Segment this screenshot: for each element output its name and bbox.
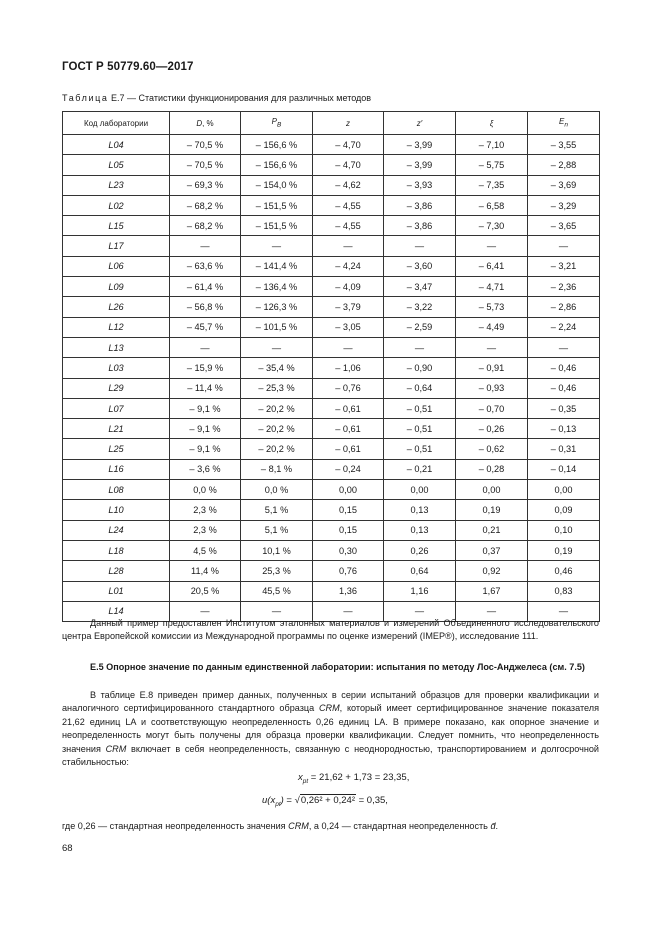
value-cell: – 6,58 [456, 195, 528, 215]
value-cell: – 0,24 [313, 459, 384, 479]
value-cell: — [456, 601, 528, 621]
value-cell: – 56,8 % [170, 297, 241, 317]
value-cell: – 3,6 % [170, 459, 241, 479]
value-cell: – 15,9 % [170, 358, 241, 378]
value-cell: — [456, 236, 528, 256]
value-cell: – 0,90 [384, 358, 456, 378]
value-cell: – 0,35 [528, 398, 600, 418]
value-cell: 0,15 [313, 520, 384, 540]
value-cell: 0,64 [384, 561, 456, 581]
value-cell: – 3,99 [384, 155, 456, 175]
value-cell: – 0,31 [528, 439, 600, 459]
document-header: ГОСТ Р 50779.60—2017 [62, 61, 194, 73]
value-cell: 5,1 % [241, 520, 313, 540]
value-cell: – 101,5 % [241, 317, 313, 337]
value-cell: 11,4 % [170, 561, 241, 581]
value-cell: — [528, 236, 600, 256]
lab-code-cell: L08 [63, 480, 170, 500]
table-row [63, 561, 600, 581]
value-cell: – 3,65 [528, 216, 600, 236]
value-cell: – 0,61 [313, 419, 384, 439]
value-cell: – 0,93 [456, 378, 528, 398]
table-row [63, 480, 600, 500]
lab-code-cell: L25 [63, 439, 170, 459]
value-cell: – 0,51 [384, 398, 456, 418]
value-cell: – 4,24 [313, 256, 384, 276]
value-cell: – 8,1 % [241, 459, 313, 479]
value-cell: – 4,09 [313, 277, 384, 297]
value-cell: – 0,51 [384, 419, 456, 439]
value-cell: 0,92 [456, 561, 528, 581]
lab-code-cell: L21 [63, 419, 170, 439]
section-title: Е.5 Опорное значение по данным единственной лаборатории: испытания по методу Лос-Анджелеса (см. 7.5) [90, 662, 585, 672]
table-row [63, 337, 600, 357]
table-row [63, 236, 600, 256]
value-cell: 0,00 [528, 480, 600, 500]
value-cell: – 0,64 [384, 378, 456, 398]
value-cell: – 63,6 % [170, 256, 241, 276]
performance-statistics-table [62, 111, 600, 622]
value-cell: 25,3 % [241, 561, 313, 581]
formula-reference-value: $x_{pt} = 21,62 + 1,73 = 23,35$, [298, 772, 410, 785]
value-cell: – 4,62 [313, 175, 384, 195]
value-cell: – 7,30 [456, 216, 528, 236]
value-cell: 0,13 [384, 500, 456, 520]
value-cell: — [313, 601, 384, 621]
value-cell: – 156,6 % [241, 155, 313, 175]
table-row [63, 459, 600, 479]
table-body [63, 135, 600, 622]
value-cell: – 3,93 [384, 175, 456, 195]
column-header-pb: $P_B$ [241, 112, 313, 135]
table-row [63, 378, 600, 398]
value-cell: 1,67 [456, 581, 528, 601]
value-cell: – 4,49 [456, 317, 528, 337]
value-cell: — [528, 337, 600, 357]
value-cell: – 141,4 % [241, 256, 313, 276]
value-cell: 1,36 [313, 581, 384, 601]
value-cell: – 4,55 [313, 216, 384, 236]
value-cell: – 5,73 [456, 297, 528, 317]
value-cell: 5,1 % [241, 500, 313, 520]
value-cell: 0,09 [528, 500, 600, 520]
table-row [63, 277, 600, 297]
value-cell: 0,26 [384, 540, 456, 560]
value-cell: – 0,91 [456, 358, 528, 378]
table-row [63, 155, 600, 175]
value-cell: – 4,55 [313, 195, 384, 215]
table-row [63, 398, 600, 418]
value-cell: — [170, 337, 241, 357]
value-cell: – 20,2 % [241, 419, 313, 439]
value-cell: – 0,61 [313, 398, 384, 418]
lab-code-cell: L16 [63, 459, 170, 479]
value-cell: – 0,70 [456, 398, 528, 418]
column-header-z-prime: z′ [384, 112, 456, 135]
value-cell: — [384, 601, 456, 621]
value-cell: – 25,3 % [241, 378, 313, 398]
value-cell: – 3,47 [384, 277, 456, 297]
value-cell: — [241, 337, 313, 357]
value-cell: 0,00 [456, 480, 528, 500]
value-cell: – 3,60 [384, 256, 456, 276]
lab-code-cell: L26 [63, 297, 170, 317]
lab-code-cell: L17 [63, 236, 170, 256]
lab-code-cell: L07 [63, 398, 170, 418]
value-cell: – 7,10 [456, 135, 528, 155]
value-cell: – 0,51 [384, 439, 456, 459]
value-cell: – 0,62 [456, 439, 528, 459]
value-cell: – 3,69 [528, 175, 600, 195]
value-cell: — [384, 236, 456, 256]
value-cell: – 5,75 [456, 155, 528, 175]
value-cell: – 4,70 [313, 135, 384, 155]
value-cell: 0,0 % [170, 480, 241, 500]
lab-code-cell: L13 [63, 337, 170, 357]
value-cell: – 0,46 [528, 358, 600, 378]
value-cell: 45,5 % [241, 581, 313, 601]
column-header-d: D, % [170, 112, 241, 135]
value-cell: – 69,3 % [170, 175, 241, 195]
value-cell: – 70,5 % [170, 135, 241, 155]
table-row [63, 540, 600, 560]
value-cell: – 2,88 [528, 155, 600, 175]
value-cell: – 68,2 % [170, 195, 241, 215]
value-cell: – 20,2 % [241, 398, 313, 418]
table-row [63, 195, 600, 215]
value-cell: – 2,59 [384, 317, 456, 337]
value-cell: – 9,1 % [170, 439, 241, 459]
value-cell: — [313, 337, 384, 357]
value-cell: — [528, 601, 600, 621]
value-cell: – 6,41 [456, 256, 528, 276]
value-cell: – 11,4 % [170, 378, 241, 398]
value-cell: – 3,99 [384, 135, 456, 155]
value-cell: 20,5 % [170, 581, 241, 601]
value-cell: 0,30 [313, 540, 384, 560]
lab-code-cell: L03 [63, 358, 170, 378]
value-cell: – 7,35 [456, 175, 528, 195]
value-cell: – 3,86 [384, 195, 456, 215]
value-cell: 0,19 [528, 540, 600, 560]
table-row [63, 256, 600, 276]
value-cell: 0,83 [528, 581, 600, 601]
value-cell: 1,16 [384, 581, 456, 601]
value-cell: – 0,46 [528, 378, 600, 398]
lab-code-cell: L29 [63, 378, 170, 398]
value-cell: – 35,4 % [241, 358, 313, 378]
value-cell: — [241, 601, 313, 621]
column-header-xi: ξ [456, 112, 528, 135]
value-cell: 0,0 % [241, 480, 313, 500]
value-cell: 0,00 [384, 480, 456, 500]
value-cell: — [313, 236, 384, 256]
value-cell: 0,46 [528, 561, 600, 581]
value-cell: – 3,86 [384, 216, 456, 236]
value-cell: 4,5 % [170, 540, 241, 560]
value-cell: – 151,5 % [241, 195, 313, 215]
value-cell: – 9,1 % [170, 398, 241, 418]
section-paragraph: В таблице Е.8 приведен пример данных, полученных в серии испытаний образцов для проверки квалификации и аналогичного сертифицированного стандартного образца CRM, который имеет сертифицированное значение показателя 21,62 единиц LA и соответствующую неопределенность 0,26 единиц LA. В примере показано, как опорное значение и неопределенность могут быть получены для образца проверки квалификации. Следует помнить, что неопределенность значения CRM включает в себя неопределенность, связанную с неоднородностью, транспортированием и долгосрочной стабильностью: [62, 690, 600, 768]
value-cell: 2,3 % [170, 500, 241, 520]
value-cell: – 0,21 [384, 459, 456, 479]
value-cell: – 3,22 [384, 297, 456, 317]
value-cell: 0,10 [528, 520, 600, 540]
value-cell: 2,3 % [170, 520, 241, 540]
table-row [63, 500, 600, 520]
value-cell: – 3,05 [313, 317, 384, 337]
table-caption-text: Е.7 — Статистики функционирования для различных методов [111, 93, 372, 103]
lab-code-cell: L23 [63, 175, 170, 195]
lab-code-cell: L15 [63, 216, 170, 236]
lab-code-cell: L04 [63, 135, 170, 155]
value-cell: – 2,36 [528, 277, 600, 297]
value-cell: – 61,4 % [170, 277, 241, 297]
value-cell: – 3,29 [528, 195, 600, 215]
value-cell: 10,1 % [241, 540, 313, 560]
table-row [63, 581, 600, 601]
value-cell: – 154,0 % [241, 175, 313, 195]
value-cell: – 3,55 [528, 135, 600, 155]
table-caption-label: Таблица [62, 93, 109, 103]
value-cell: – 126,3 % [241, 297, 313, 317]
where-clause: где 0,26 — стандартная неопределенность значения CRM, а 0,24 — стандартная неопределенность d̄. [62, 821, 499, 831]
value-cell: – 9,1 % [170, 419, 241, 439]
column-header-lab-code: Код лаборатории [63, 112, 170, 135]
value-cell: – 2,24 [528, 317, 600, 337]
value-cell: – 156,6 % [241, 135, 313, 155]
value-cell: 0,21 [456, 520, 528, 540]
lab-code-cell: L18 [63, 540, 170, 560]
formula-uncertainty: $u(x_{pt}) = √0,26^2 + 0,24^2 = 0,35$, [262, 795, 388, 808]
value-cell: – 20,2 % [241, 439, 313, 459]
value-cell: – 2,86 [528, 297, 600, 317]
source-note: Данный пример предоставлен Институтом эталонных материалов и измерений Объединенного исследовательского центра Европейской комиссии из Международной программы по оценке измерений (IMEP®), исследование 111. [62, 618, 599, 642]
table-row [63, 439, 600, 459]
value-cell: 0,13 [384, 520, 456, 540]
value-cell: – 151,5 % [241, 216, 313, 236]
value-cell: – 45,7 % [170, 317, 241, 337]
value-cell: – 68,2 % [170, 216, 241, 236]
lab-code-cell: L02 [63, 195, 170, 215]
lab-code-cell: L09 [63, 277, 170, 297]
column-header-z: z [313, 112, 384, 135]
value-cell: – 0,13 [528, 419, 600, 439]
table-row [63, 216, 600, 236]
page-number: 68 [62, 843, 73, 854]
lab-code-cell: L12 [63, 317, 170, 337]
value-cell: – 4,70 [313, 155, 384, 175]
value-cell: – 70,5 % [170, 155, 241, 175]
table-caption [62, 93, 371, 103]
value-cell: 0,15 [313, 500, 384, 520]
value-cell: – 4,71 [456, 277, 528, 297]
value-cell: – 0,61 [313, 439, 384, 459]
lab-code-cell: L06 [63, 256, 170, 276]
value-cell: – 0,28 [456, 459, 528, 479]
value-cell: 0,37 [456, 540, 528, 560]
lab-code-cell: L05 [63, 155, 170, 175]
value-cell: – 3,79 [313, 297, 384, 317]
table-row [63, 135, 600, 155]
table-row [63, 419, 600, 439]
value-cell: — [384, 337, 456, 357]
lab-code-cell: L24 [63, 520, 170, 540]
table-row [63, 520, 600, 540]
value-cell: – 0,14 [528, 459, 600, 479]
column-header-en: $E_n$ [528, 112, 600, 135]
value-cell: — [170, 601, 241, 621]
table-row [63, 358, 600, 378]
table-row [63, 175, 600, 195]
value-cell: – 3,21 [528, 256, 600, 276]
lab-code-cell: L28 [63, 561, 170, 581]
value-cell: – 1,06 [313, 358, 384, 378]
lab-code-cell: L01 [63, 581, 170, 601]
value-cell: — [170, 236, 241, 256]
lab-code-cell: L14 [63, 601, 170, 621]
value-cell: — [456, 337, 528, 357]
value-cell: – 0,26 [456, 419, 528, 439]
value-cell: — [241, 236, 313, 256]
value-cell: – 136,4 % [241, 277, 313, 297]
table-row [63, 297, 600, 317]
lab-code-cell: L10 [63, 500, 170, 520]
table-row [63, 317, 600, 337]
value-cell: 0,76 [313, 561, 384, 581]
table-header-row [63, 112, 600, 135]
value-cell: 0,19 [456, 500, 528, 520]
value-cell: 0,00 [313, 480, 384, 500]
value-cell: – 0,76 [313, 378, 384, 398]
